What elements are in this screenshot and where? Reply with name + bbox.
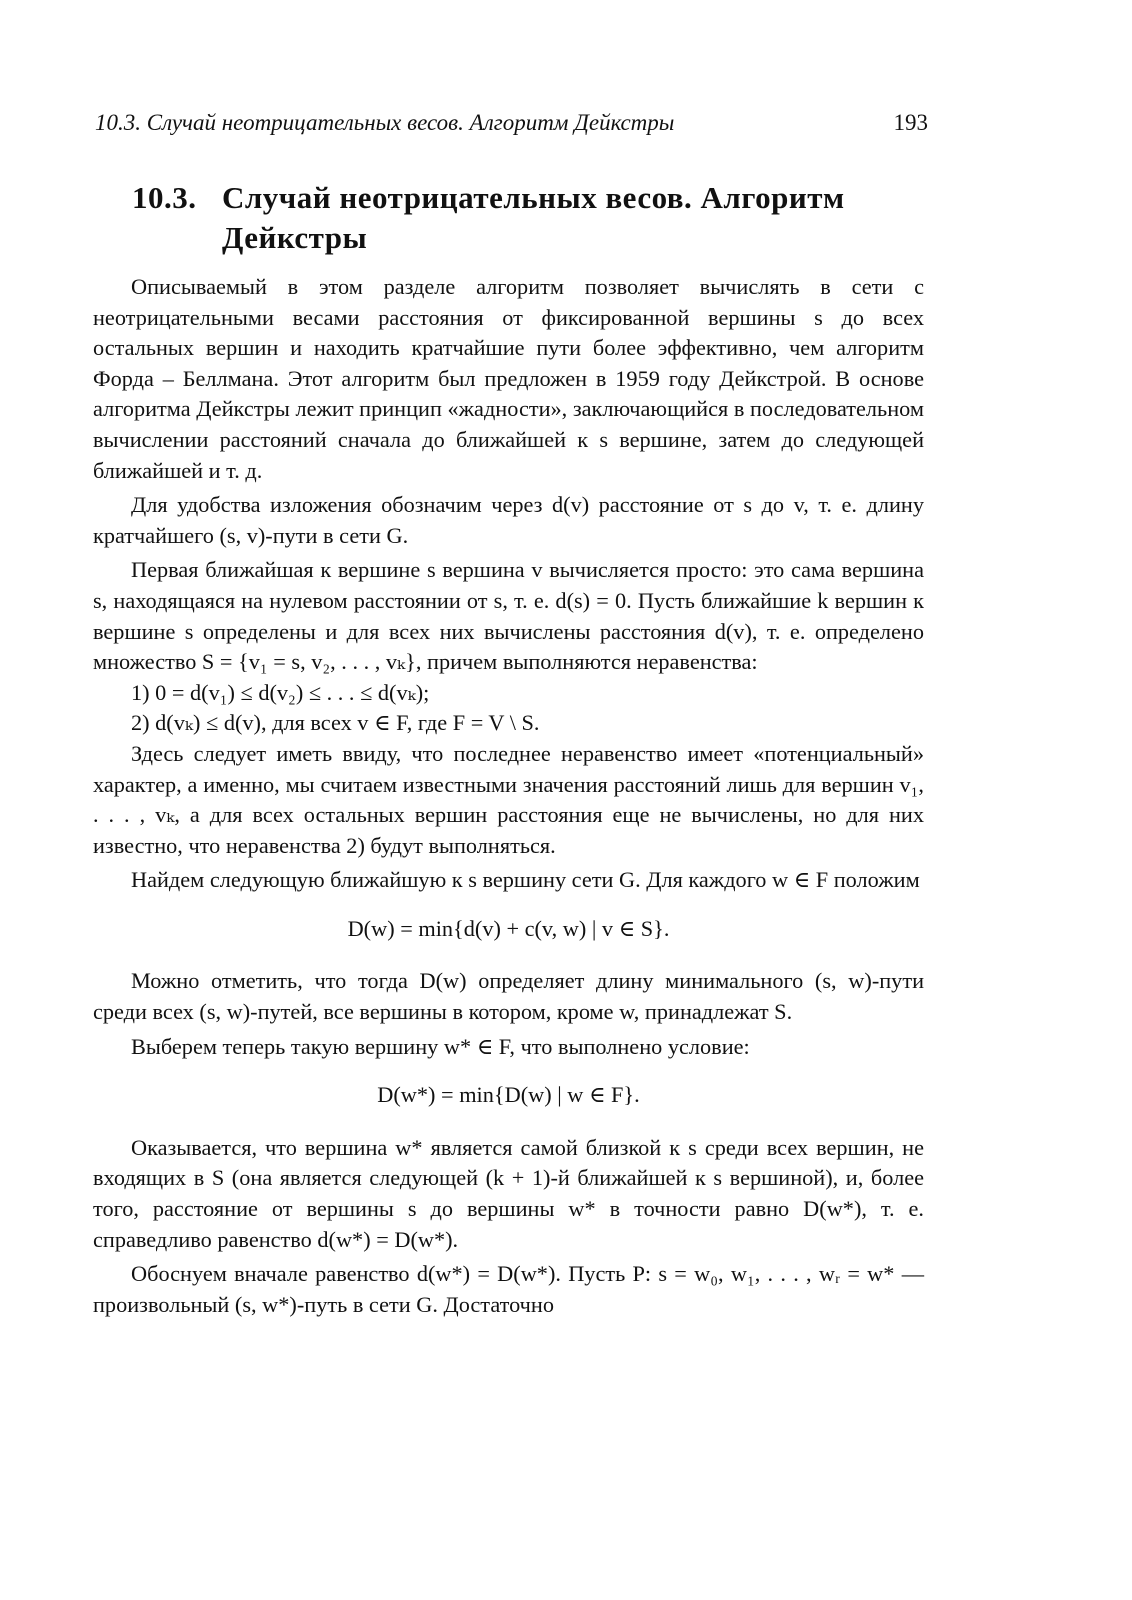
paragraph-claim: Оказывается, что вершина w* является самой близкой к s среди всех вершин, не входящих в S (она является следующей (k + 1)-й ближайшей к s вершиной), и, более того, расстояние от вершины s до вершины w* в точности равно D(w*), т. е. справедливо равенство d(w*) = D(w*). xyxy=(93,1134,924,1252)
formula-D-w-star: D(w*) = min{D(w) | w ∈ F}. xyxy=(377,1082,640,1108)
page-number: 193 xyxy=(893,110,928,135)
section-number: 10.3. xyxy=(132,180,197,215)
section-heading xyxy=(132,178,932,258)
paragraph-remark: Можно отметить, что тогда D(w) определяет длину минимального (s, w)-пути среди всех (s, w)-путей, все вершины в котором, кроме w, принадлежат S. xyxy=(93,968,924,1025)
body-text xyxy=(93,272,924,1320)
paragraph-find-next: Найдем следующую ближайшую к s вершину сети G. Для каждого w ∈ F положим xyxy=(131,867,920,893)
running-head: 10.3. Случай неотрицательных весов. Алгоритм Дейкстры xyxy=(95,110,675,135)
paragraph-notation: Для удобства изложения обозначим через d(v) расстояние от s до v, т. е. длину кратчайшего (s, v)-пути в сети G. xyxy=(93,492,924,548)
paragraph-potential: Здесь следует иметь ввиду, что последнее неравенство имеет «потенциальный» характер, а именно, мы считаем известными значения расстояний лишь для вершин v₁, . . . , vₖ, а для всех остальных вершин расстояния еще не вычислены, но для них известно, что неравенства 2) будут выполняться. xyxy=(93,740,924,858)
section-title-line1: Случай неотрицательных весов. Алгоритм xyxy=(222,180,845,215)
formula-D-w: D(w) = min{d(v) + c(v, w) | v ∈ S}. xyxy=(347,915,670,941)
paragraph-intro: Описываемый в этом разделе алгоритм позволяет вычислять в сети с неотрицательными весами расстояния от фиксированной вершины s до всех остальных вершин и находить кратчайшие пути более эффективно, чем алгоритм Форда – Беллмана. Этот алгоритм был предложен в 1959 году Дейкстрой. В основе алгоритма Дейкстры лежит принцип «жадности», заключающийся в последовательном вычислении расстояний сначала до ближайшей к s вершине, затем до следующей ближайшей и т. д. xyxy=(93,274,924,483)
paragraph-choose-vertex: Выберем теперь такую вершину w* ∈ F, что выполнено условие: xyxy=(131,1033,750,1059)
section-title-line2: Дейкстры xyxy=(222,220,368,255)
paragraph-first-nearest: Первая ближайшая к вершине s вершина v вычисляется просто: это сама вершина s, находящаяся на нулевом расстоянии от s, т. е. d(s) = 0. Пусть ближайшие k вершин к вершине s определены и для всех них вычислены расстояния d(v), т. е. определено множество S = {v₁ = s, v₂, . . . , vₖ}, причем выполняются неравенства: xyxy=(93,557,924,675)
paragraph-proof-start: Обоснуем вначале равенство d(w*) = D(w*). Пусть P: s = w₀, w₁, . . . , wᵣ = w* — произвольный (s, w*)-путь в сети G. Достаточно xyxy=(93,1261,924,1317)
inequality-2: 2) d(vₖ) ≤ d(v), для всех v ∈ F, где F = V \ S. xyxy=(131,710,540,736)
inequality-1: 1) 0 = d(v₁) ≤ d(v₂) ≤ . . . ≤ d(vₖ); xyxy=(131,679,430,705)
